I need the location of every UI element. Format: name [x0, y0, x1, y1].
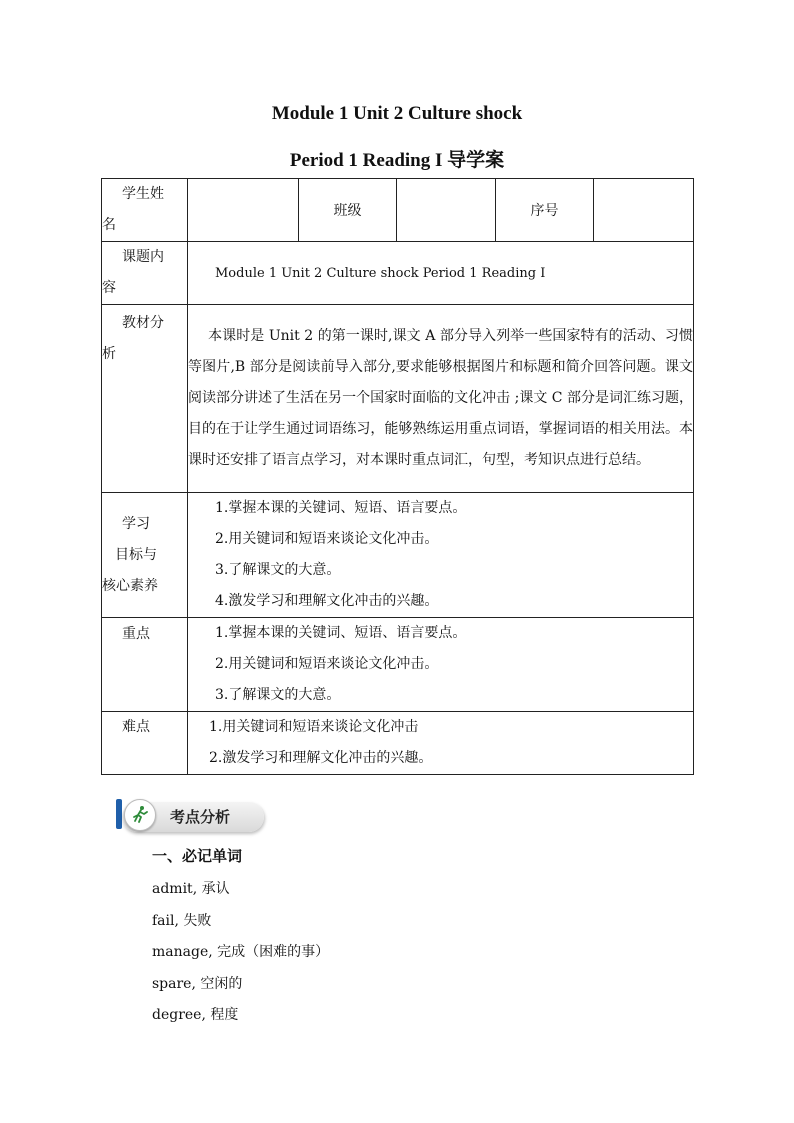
list-item: 1.掌握本课的关键词、短语、语言要点。 — [215, 625, 467, 641]
list-item: degree, 程度 — [152, 1007, 239, 1023]
label-text: 核心素养 — [102, 577, 158, 594]
table-row — [102, 618, 694, 712]
list-item: manage, 完成（困难的事） — [152, 944, 330, 960]
study-guide-table — [101, 178, 694, 775]
table-row — [102, 493, 694, 618]
title-line-1: Module 1 Unit 2 Culture shock — [271, 103, 523, 124]
label-text: 目标与 — [115, 546, 157, 563]
analysis-text: 本课时是 Unit 2 的第一课时,课文 A 部分导入列举一些国家特有的活动、习惯等图片,B 部分是阅读前导入部分,要求能够根据图片和标题和简介回答问题。课文阅读部分讲述了生活在另一个国家时面临的文化冲击 ;课文 C 部分是词汇练习题，目的在于让学生通过词语练习，能够熟练运用重点词语，掌握词语的相关用法。本课时还安排了语言点学习，对本课时重点词汇，句型，考知识点进行总结。 — [188, 328, 693, 468]
list-item: 3.了解课文的大意。 — [215, 562, 341, 578]
seq-label: 序号 — [496, 179, 594, 242]
topic-label — [102, 242, 188, 305]
student-name-cell[interactable] — [188, 179, 299, 242]
label-text: 难点 — [122, 719, 150, 735]
list-item: fail, 失败 — [152, 912, 212, 929]
label-text: 析 — [102, 346, 116, 362]
list-item: 3.了解课文的大意。 — [215, 687, 341, 703]
table-row — [102, 712, 694, 775]
key-points-value — [188, 618, 694, 712]
class-label: 班级 — [299, 179, 397, 242]
label-text: 容 — [102, 280, 116, 296]
difficulties-label — [102, 712, 188, 775]
student-name-label — [102, 179, 188, 242]
vocab-list — [152, 874, 329, 1032]
analysis-label — [102, 305, 188, 493]
table-row — [102, 242, 694, 305]
key-points-label — [102, 618, 188, 712]
difficulties-value — [188, 712, 694, 775]
label-text: 课题内 — [122, 249, 164, 265]
topic-value: Module 1 Unit 2 Culture shock Period 1 Reading I — [188, 242, 694, 305]
class-cell[interactable] — [397, 179, 496, 242]
list-item: 1.用关键词和短语来谈论文化冲击 — [209, 719, 419, 735]
list-item: spare, 空闲的 — [152, 975, 243, 992]
badge-tab — [116, 799, 122, 829]
table-row — [102, 305, 694, 493]
list-item: 2.用关键词和短语来谈论文化冲击。 — [215, 656, 439, 672]
badge-label: 考点分析 — [170, 808, 231, 826]
objectives-value — [188, 493, 694, 618]
title-line-2: Period 1 Reading I 导学案 — [289, 150, 505, 171]
section-badge — [116, 797, 266, 835]
analysis-value — [188, 305, 694, 493]
table-row — [102, 179, 694, 242]
section-heading: 一、必记单词 — [152, 847, 243, 865]
label-text: 重点 — [122, 626, 150, 642]
list-item: 2.用关键词和短语来谈论文化冲击。 — [215, 531, 439, 547]
running-person-icon — [124, 799, 156, 831]
objectives-label — [102, 493, 188, 618]
label-text: 名 — [102, 217, 116, 233]
list-item: 1.掌握本课的关键词、短语、语言要点。 — [215, 500, 467, 516]
seq-cell[interactable] — [594, 179, 694, 242]
list-item: 2.激发学习和理解文化冲击的兴趣。 — [209, 750, 433, 766]
list-item: admit, 承认 — [152, 881, 230, 897]
label-text: 学生姓 — [122, 186, 164, 202]
label-text: 教材分 — [122, 315, 164, 331]
list-item: 4.激发学习和理解文化冲击的兴趣。 — [215, 593, 439, 609]
label-text: 学习 — [122, 515, 150, 532]
